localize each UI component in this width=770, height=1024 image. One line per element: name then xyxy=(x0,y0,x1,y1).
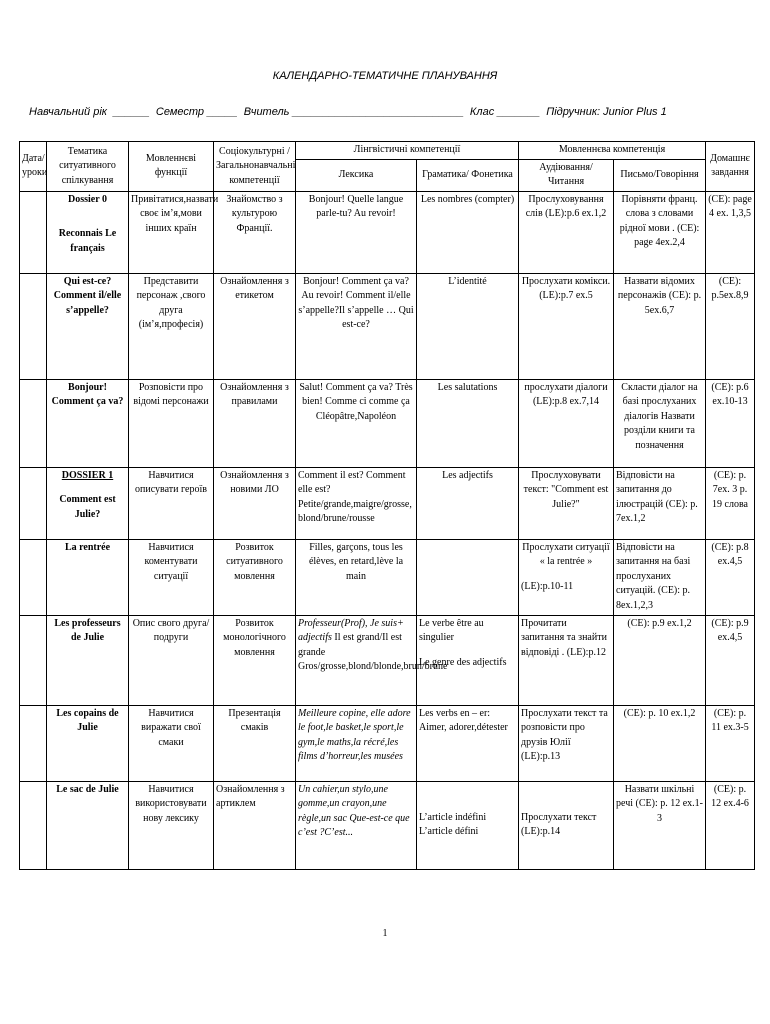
row-grammar: Les verbs en – er: Aimer, adorer,détester xyxy=(417,705,519,781)
table-row xyxy=(20,781,755,869)
row-lexics: Meilleure copine, elle adore le foot,le basket,le sport,le gym,le maths,la récré,les films d’horreur,les musées xyxy=(296,705,417,781)
row-listening xyxy=(519,539,614,615)
header-grammar: Граматика/ Фонетика xyxy=(417,159,519,191)
row-lexics: Bonjour! Comment ça va? Au revoir! Comment il/elle s’appelle?Il s’appelle … Qui est-ce? xyxy=(296,273,417,379)
row-theme: Bonjour! Comment ça va? xyxy=(47,379,129,467)
row-socio: Ознайомлення з етикетом xyxy=(214,273,296,379)
header-homework: Домашнє завдання xyxy=(706,142,755,192)
row-grammar xyxy=(417,539,519,615)
row-functions: Навчитися коментувати ситуації xyxy=(129,539,214,615)
row-homework: (CE): p.9 ex.4,5 xyxy=(706,615,755,705)
row-socio: Розвиток монологічного мовлення xyxy=(214,615,296,705)
lexics-text: Il est grand/Il est grande Gros/grosse,blond/blonde,brun/brune xyxy=(298,632,448,672)
row-theme: Les copains de Julie xyxy=(47,705,129,781)
row-grammar xyxy=(417,615,519,705)
page-number: 1 xyxy=(382,928,388,939)
row-homework: (CE): page 4 ex. 1,3,5 xyxy=(706,191,755,273)
row-functions: Розповісти про відомі персонажи xyxy=(129,379,214,467)
lexics-italic: Professeur(Prof), Je suis+ adjectifs xyxy=(298,617,404,643)
row-listening: Прочитати запитання та знайти відповіді . (LE):p.12 xyxy=(519,615,614,705)
row-homework: (CE): p. 11 ex.3-5 xyxy=(706,705,755,781)
row-grammar: Les adjectifs xyxy=(417,467,519,539)
row-homework: (CE): p.6 ex.10-13 xyxy=(706,379,755,467)
grammar-text: Le verbe être au singulier xyxy=(419,617,484,643)
row-lexics: Bonjour! Quelle langue parle-tu? Au revoir! xyxy=(296,191,417,273)
row-writing: Назвати відомих персонажів (CE): p. 5ex.6,7 xyxy=(614,273,706,379)
row-socio: Розвиток ситуативного мовлення xyxy=(214,539,296,615)
row-functions: Навчитися описувати героїв xyxy=(129,467,214,539)
row-theme: Qui est-ce? Comment il/elle s’appelle? xyxy=(47,273,129,379)
row-socio: Ознайомлення з новими ЛО xyxy=(214,467,296,539)
listening-text: Прослухати ситуації « la rentrée » xyxy=(522,541,610,567)
row-listening: Прослуховувати текст: "Comment est Julie?" xyxy=(519,467,614,539)
row-theme: Les professeurs de Julie xyxy=(47,615,129,705)
table-row xyxy=(20,273,755,379)
table-row xyxy=(20,379,755,467)
row-writing: Назвати шкільні речі (CE): p. 12 ex.1-3 xyxy=(614,781,706,869)
header-theme: Тематика ситуативного спілкування xyxy=(47,142,129,192)
row-homework: (CE): p. 7ex. 3 p. 19 слова xyxy=(706,467,755,539)
row-listening: Прослухати текст (LE):p.14 xyxy=(519,781,614,869)
row-lexics: Comment il est? Comment elle est? Petite/grande,maigre/grosse, blond/brune/rousse xyxy=(296,467,417,539)
row-writing: Скласти діалог на базі прослуханих діалогів Назвати розділи книги та позначення xyxy=(614,379,706,467)
row-homework: (CE): p. 12 ex.4-6 xyxy=(706,781,755,869)
row-socio: Ознайомлення з правилами xyxy=(214,379,296,467)
row-theme xyxy=(47,467,129,539)
row-writing: Відповісти на запитання до ілюстрацій (CE): p. 7ex.1,2 xyxy=(614,467,706,539)
document-title: КАЛЕНДАРНО-ТЕМАТИЧНЕ ПЛАНУВАННЯ xyxy=(272,70,498,82)
theme-text: Dossier 0 xyxy=(68,193,107,205)
row-theme xyxy=(47,191,129,273)
header-sociocultural: Соціокультурні / Загальнонавчальні компетенції xyxy=(214,142,296,192)
table-row xyxy=(20,467,755,539)
row-homework: (CE): p.5ex.8,9 xyxy=(706,273,755,379)
row-listening: прослухати діалоги (LE):p.8 ex.7,14 xyxy=(519,379,614,467)
row-homework: (CE): p.8 ex.4,5 xyxy=(706,539,755,615)
row-theme: La rentrée xyxy=(47,539,129,615)
theme-subtext: Comment est Julie? xyxy=(59,494,116,520)
table-row xyxy=(20,615,755,705)
row-grammar: Les salutations xyxy=(417,379,519,467)
planning-table xyxy=(19,141,755,870)
listening-ref: (LE):p.10-11 xyxy=(521,580,574,592)
header-functions: Мовленнєві функції xyxy=(129,142,214,192)
theme-subtext: Reconnais Le français xyxy=(58,228,117,254)
row-socio: Ознайомлення з артиклем xyxy=(214,781,296,869)
row-grammar: Les nombres (compter) xyxy=(417,191,519,273)
row-lexics: Salut! Comment ça va? Très bien! Comme ci comme ça Cléopâtre,Napoléon xyxy=(296,379,417,467)
row-grammar: L’article indéfini L’article défini xyxy=(417,781,519,869)
header-linguistic: Лінгвістичні компетенції xyxy=(296,142,519,160)
row-functions: Навчитися використовувати нову лексику xyxy=(129,781,214,869)
row-lexics xyxy=(296,615,448,705)
row-writing: Порівняти франц. слова з словами рідної мови . (CE): page 4ex.2,4 xyxy=(614,191,706,273)
row-socio: Презентація смаків xyxy=(214,705,296,781)
table-row xyxy=(20,705,755,781)
row-writing: Відповісти на запитання на базі прослуханих ситуацій. (CE): p. 8ex.1,2,3 xyxy=(614,539,706,615)
header-lexics: Лексика xyxy=(296,159,417,191)
row-listening: Прослухати комікси. (LE):p.7 ex.5 xyxy=(519,273,614,379)
row-grammar: L’identité xyxy=(417,273,519,379)
header-listening: Аудіювання/ Читання xyxy=(519,159,614,191)
row-socio: Знайомство з культурою Франції. xyxy=(214,191,296,273)
row-theme: Le sac de Julie xyxy=(47,781,129,869)
grammar-subtext: Le genre des adjectifs xyxy=(419,656,507,668)
header-writing: Письмо/Говоріння xyxy=(614,159,706,191)
row-functions: Опис свого друга/подруги xyxy=(129,615,214,705)
header-date: Дата/ уроки xyxy=(20,142,47,192)
row-listening: Прослухати текст та розповісти про друзів Юлії (LE):p.13 xyxy=(519,705,614,781)
row-functions: Привітатися,назвати своє ім’я,мови інших країн xyxy=(129,191,214,273)
row-lexics: Filles, garçons, tous les élèves, en retard,lève la main xyxy=(296,539,417,615)
row-writing: (CE): p. 10 ex.1,2 xyxy=(614,705,706,781)
meta-line: Навчальний рік ______ Семестр _____ Вчитель ____________________________ Клас _______ Підручник: Junior Plus 1 xyxy=(29,106,667,118)
theme-text: DOSSIER 1 xyxy=(61,469,114,481)
row-writing: (CE): p.9 ex.1,2 xyxy=(614,615,706,705)
row-lexics: Un cahier,un stylo,une gomme,un crayon,une règle,un sac Que-est-ce que c’est ?C’est... xyxy=(296,781,417,869)
header-speech: Мовленнєва компетенція xyxy=(519,142,706,160)
table-row xyxy=(20,191,755,273)
row-functions: Навчитися виражати свої смаки xyxy=(129,705,214,781)
table-row xyxy=(20,539,755,615)
row-functions: Представити персонаж ,свого друга (ім’я,професія) xyxy=(129,273,214,379)
row-listening: Прослуховування слів (LE):p.6 ex.1,2 xyxy=(519,191,614,273)
